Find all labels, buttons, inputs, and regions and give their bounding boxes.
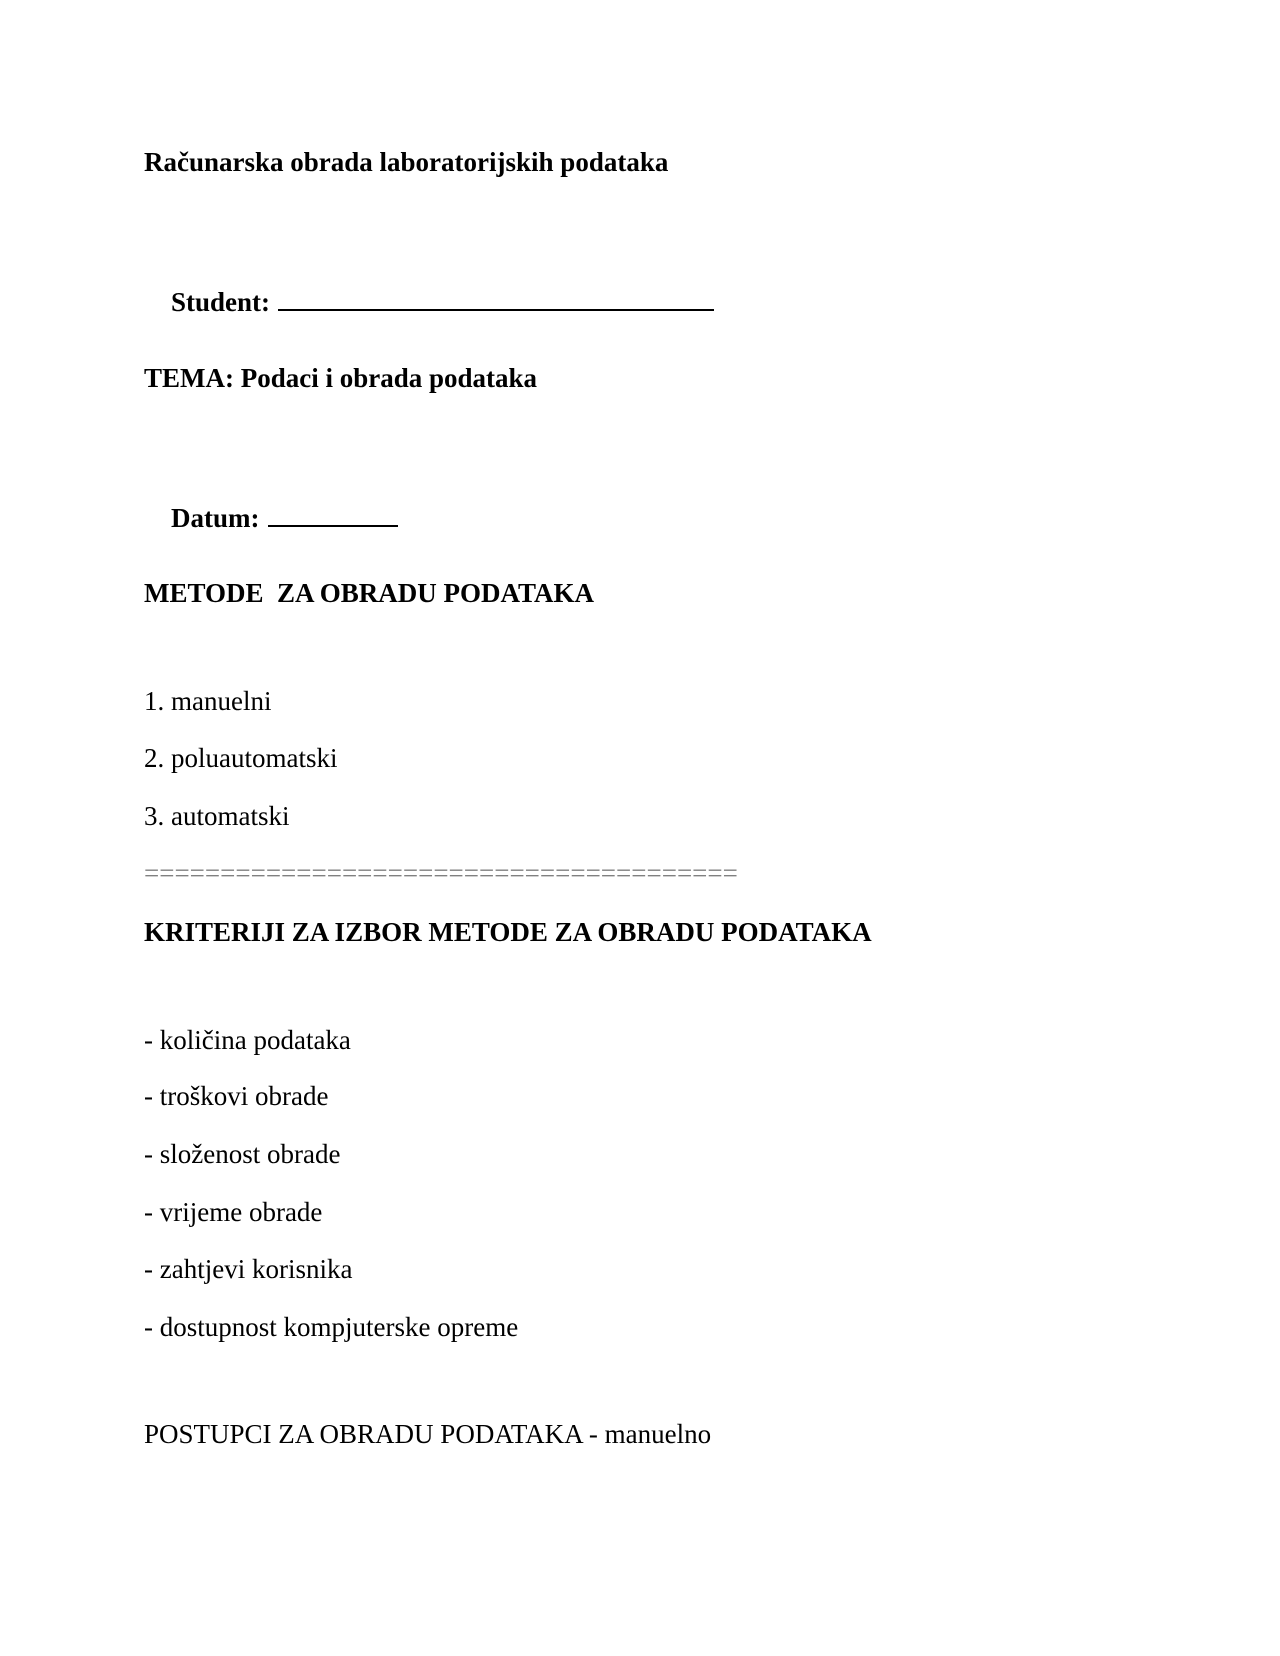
section-heading-methods: METODE ZA OBRADU PODATAKA bbox=[144, 578, 595, 608]
datum-label: Datum: bbox=[171, 503, 260, 533]
document-title: Računarska obrada laboratorijskih podataka bbox=[144, 147, 669, 177]
datum-blank-line bbox=[268, 503, 398, 527]
criteria-item: - vrijeme obrade bbox=[144, 1197, 323, 1227]
criteria-item: - zahtjevi korisnika bbox=[144, 1254, 353, 1284]
student-blank-line bbox=[278, 287, 714, 311]
separator-line: ======================================= bbox=[144, 858, 738, 888]
criteria-item: - količina podataka bbox=[144, 1025, 351, 1055]
student-field bbox=[144, 254, 714, 350]
datum-field bbox=[144, 470, 398, 566]
tema-line: TEMA: Podaci i obrada podataka bbox=[144, 363, 538, 393]
procedures-line: POSTUPCI ZA OBRADU PODATAKA - manuelno bbox=[144, 1419, 712, 1449]
criteria-item: - troškovi obrade bbox=[144, 1081, 329, 1111]
method-item: 1. manuelni bbox=[144, 686, 272, 716]
student-label: Student: bbox=[171, 287, 271, 317]
method-item: 3. automatski bbox=[144, 801, 290, 831]
criteria-item: - složenost obrade bbox=[144, 1139, 341, 1169]
criteria-item: - dostupnost kompjuterske opreme bbox=[144, 1312, 519, 1342]
section-heading-criteria: KRITERIJI ZA IZBOR METODE ZA OBRADU PODATAKA bbox=[144, 917, 872, 947]
method-item: 2. poluautomatski bbox=[144, 743, 338, 773]
